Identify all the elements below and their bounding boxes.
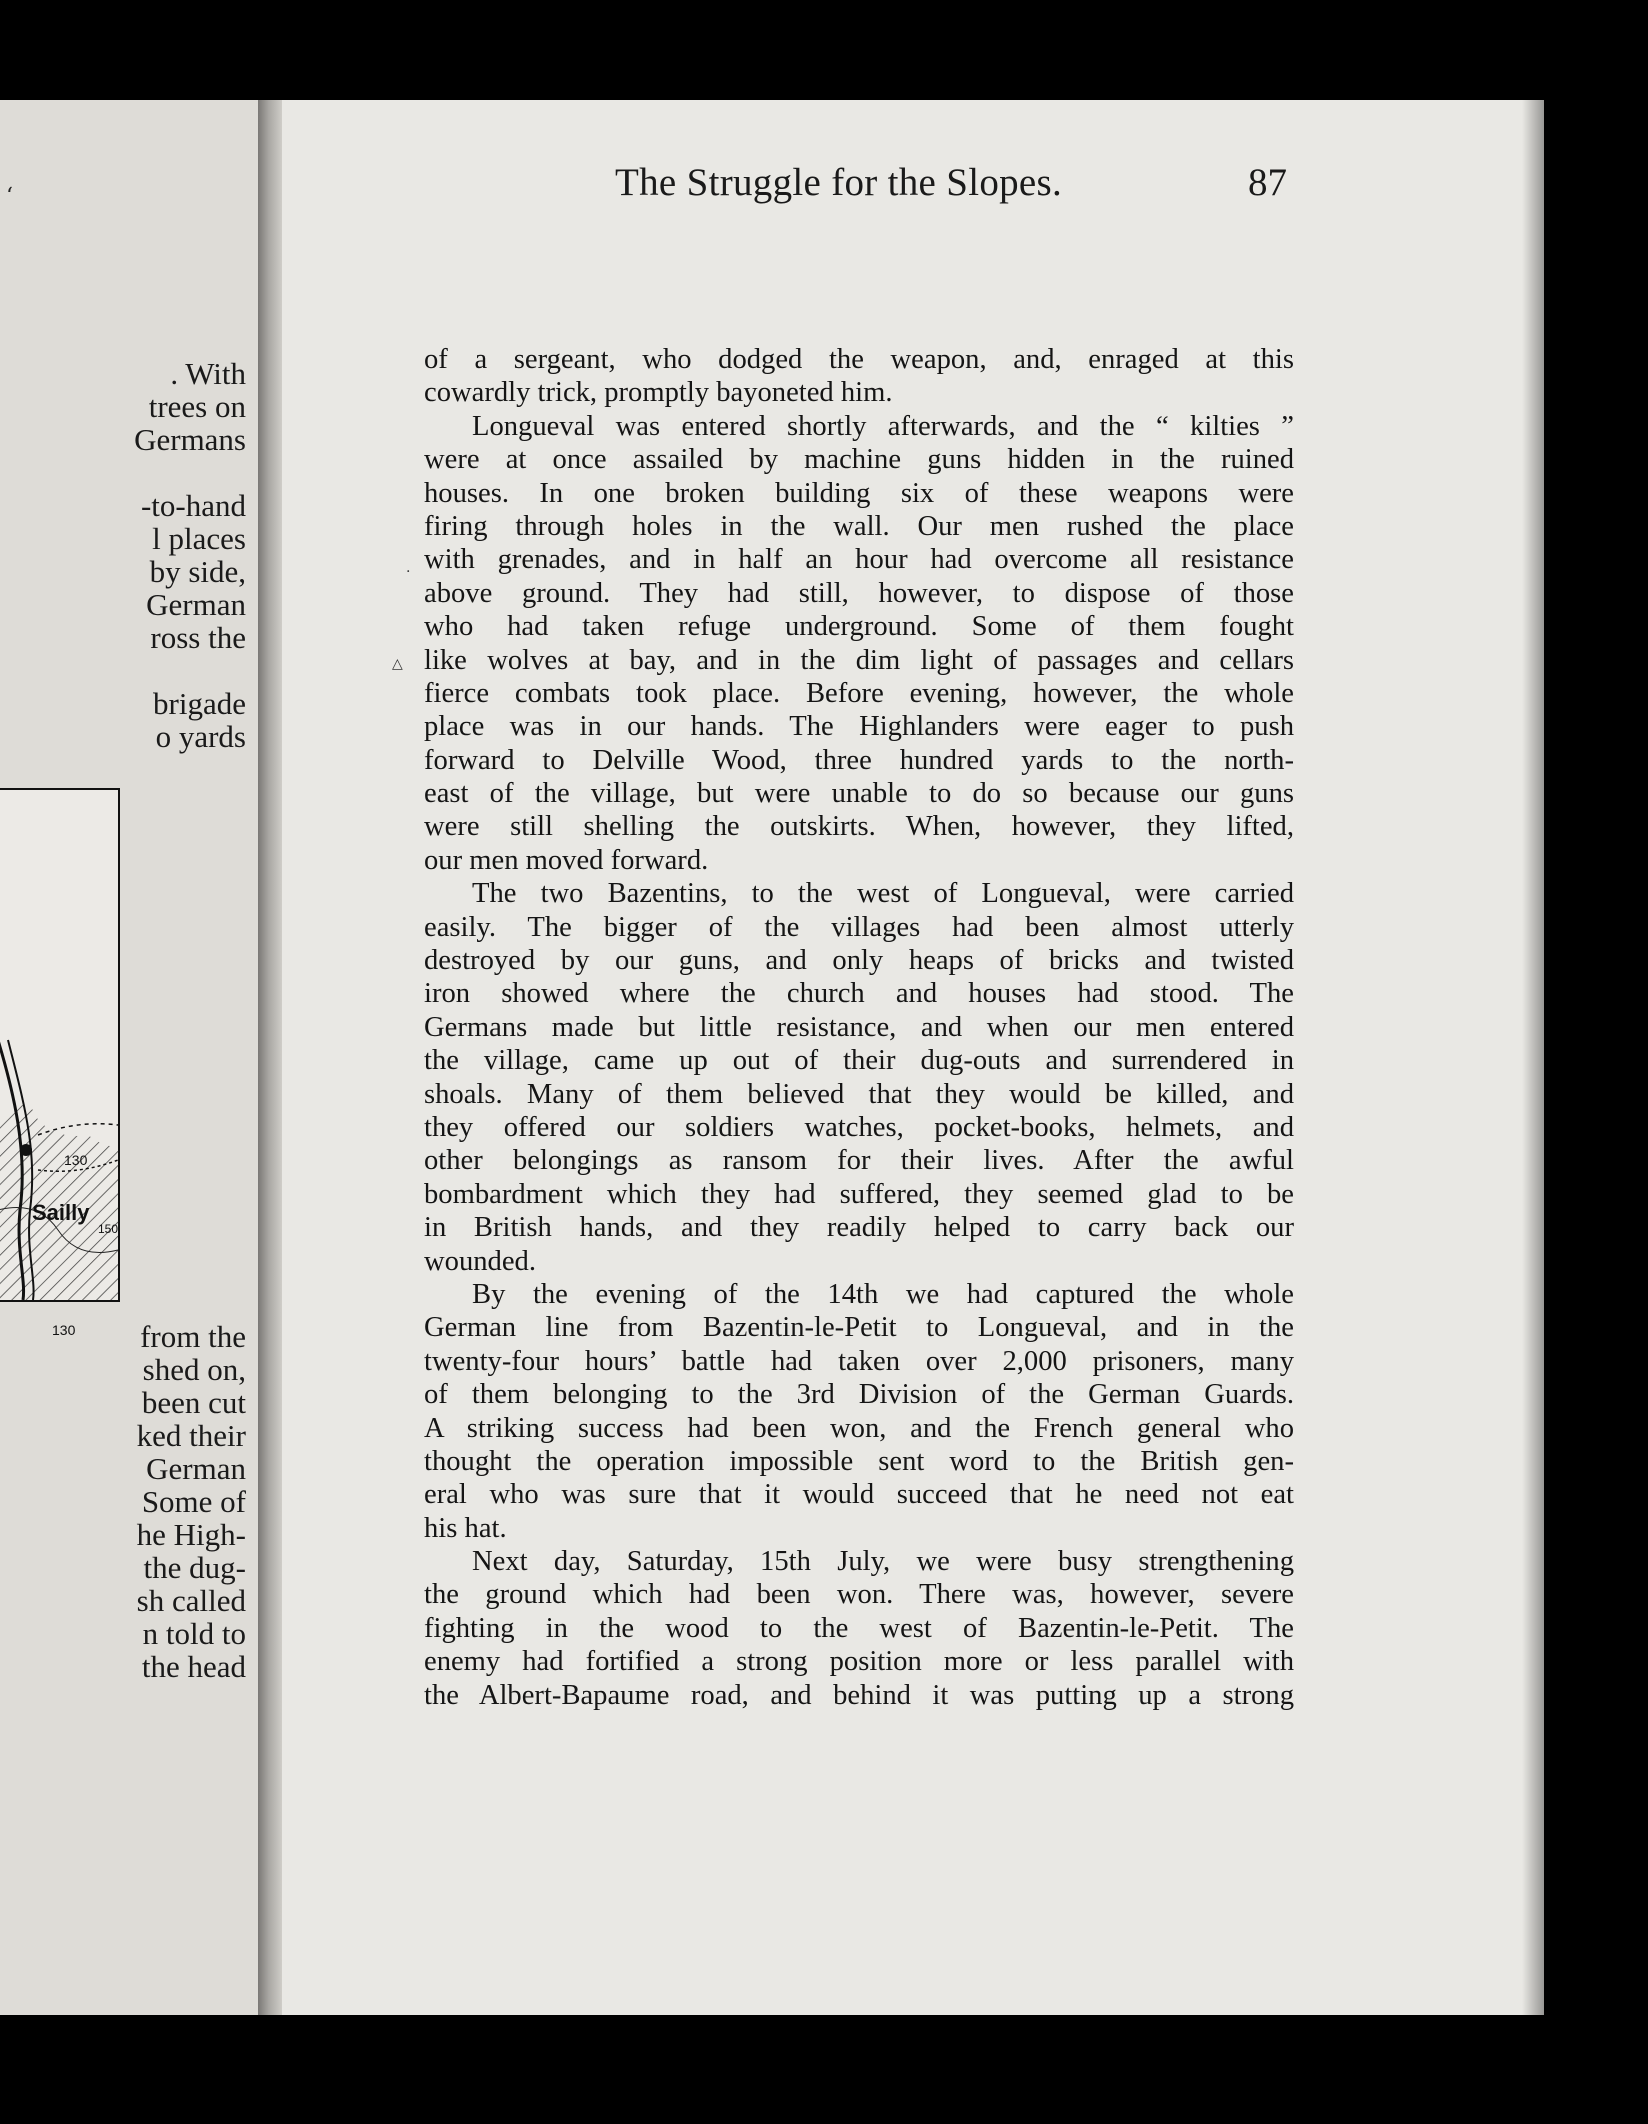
map-place-label: Sailly <box>32 1200 90 1225</box>
text-line: east of the village, but were unable to do so because our guns <box>424 778 1294 810</box>
text-line: the village, came up out of their dug-outs and surrendered in <box>424 1045 1294 1077</box>
left-page-line: from the <box>140 1319 246 1354</box>
map-contour-label: 150 <box>98 1222 119 1236</box>
running-head: The Struggle for the Slopes. <box>615 161 1063 204</box>
text-line: The two Bazentins, to the west of Longueval, were carried <box>472 878 1294 910</box>
body-text <box>424 343 1294 1712</box>
left-page-line: ked their <box>136 1418 246 1453</box>
book-gutter <box>258 100 282 2015</box>
text-line: were still shelling the outskirts. When, however, they lifted, <box>424 811 1294 843</box>
text-line: fierce combats took place. Before evening, however, the whole <box>424 677 1294 709</box>
margin-mark: . <box>406 560 411 576</box>
text-line: fighting in the wood to the west of Bazentin-le-Petit. The <box>424 1612 1294 1644</box>
left-page-line: ross the <box>150 620 246 655</box>
margin-mark: △ <box>392 656 403 672</box>
left-page-line: . With <box>170 356 246 391</box>
map-contour-label: 130 <box>64 1152 88 1168</box>
left-page-text-bottom <box>46 1320 246 1683</box>
left-page-text-top <box>46 357 246 753</box>
text-line: wounded. <box>424 1245 536 1277</box>
text-line: enemy had fortified a strong position more or less parallel with <box>424 1646 1294 1678</box>
left-page-line: Germans <box>134 422 246 457</box>
text-line: cowardly trick, promptly bayoneted him. <box>424 377 893 409</box>
left-page-line: Some of <box>141 1484 246 1519</box>
text-line: iron showed where the church and houses had stood. The <box>424 978 1294 1010</box>
text-line: A striking success had been won, and the French general who <box>424 1412 1294 1444</box>
text-line: his hat. <box>424 1512 507 1544</box>
left-page-line: German <box>146 1451 246 1486</box>
left-page <box>0 100 258 2015</box>
left-page-line: been cut <box>141 1385 246 1420</box>
left-page-line: German <box>146 587 246 622</box>
text-line: destroyed by our guns, and only heaps of bricks and twisted <box>424 945 1294 977</box>
left-page-line <box>46 654 246 687</box>
text-line: firing through holes in the wall. Our men rushed the place <box>424 510 1294 542</box>
page-edge-shadow <box>1522 100 1544 2015</box>
text-line: with grenades, and in half an hour had overcome all resistance <box>424 544 1294 576</box>
text-line: German line from Bazentin-le-Petit to Longueval, and in the <box>424 1312 1294 1344</box>
left-page-line: l places <box>152 521 246 556</box>
left-page-line: n told to <box>142 1616 246 1651</box>
text-line: bombardment which they had suffered, they seemed glad to be <box>424 1178 1294 1210</box>
text-line: were at once assailed by machine guns hidden in the ruined <box>424 444 1294 476</box>
text-line: like wolves at bay, and in the dim light of passages and cellars <box>424 644 1294 676</box>
left-page-line: the head <box>141 1649 246 1684</box>
map-contour-label: 130 <box>52 1322 76 1338</box>
text-line: in British hands, and they readily helped to carry back our <box>424 1212 1294 1244</box>
text-line: By the evening of the 14th we had captured the whole <box>472 1278 1294 1310</box>
text-line: the ground which had been won. There was, however, severe <box>424 1579 1294 1611</box>
left-page-line: -to-hand <box>140 488 246 523</box>
text-line: of them belonging to the 3rd Division of the German Guards. <box>424 1379 1294 1411</box>
left-page-line: he High- <box>136 1517 246 1552</box>
text-line: our men moved forward. <box>424 844 709 876</box>
text-line: they offered our soldiers watches, pocket-books, helmets, and <box>424 1111 1294 1143</box>
text-line: who had taken refuge underground. Some of them fought <box>424 611 1294 643</box>
text-line: Next day, Saturday, 15th July, we were busy strengthening <box>472 1546 1294 1578</box>
left-page-line <box>46 456 246 489</box>
left-page-line: sh called <box>136 1583 246 1618</box>
text-line: easily. The bigger of the villages had been almost utterly <box>424 911 1294 943</box>
left-page-line: shed on, <box>142 1352 246 1387</box>
text-line: above ground. They had still, however, to dispose of those <box>424 577 1294 609</box>
text-line: of a sergeant, who dodged the weapon, and, enraged at this <box>424 344 1294 375</box>
text-line: twenty-four hours’ battle had taken over 2,000 prisoners, many <box>424 1345 1294 1377</box>
page-header <box>330 160 1290 220</box>
left-page-line: the dug- <box>143 1550 246 1585</box>
text-line: other belongings as ransom for their lives. After the awful <box>424 1145 1294 1177</box>
text-line: houses. In one broken building six of these weapons were <box>424 477 1294 509</box>
text-line: shoals. Many of them believed that they would be killed, and <box>424 1078 1294 1110</box>
left-page-line: o yards <box>155 719 246 754</box>
text-line: Longueval was entered shortly afterwards, and the “ kilties ” <box>472 410 1294 442</box>
text-line: forward to Delville Wood, three hundred yards to the north- <box>424 744 1294 776</box>
text-line: place was in our hands. The Highlanders were eager to push <box>424 711 1294 743</box>
left-page-line: trees on <box>148 389 246 424</box>
map-fragment <box>0 788 120 1338</box>
text-line: Germans made but little resistance, and when our men entered <box>424 1011 1294 1043</box>
page-number: 87 <box>1248 161 1287 204</box>
text-line: the Albert-Bapaume road, and behind it was putting up a strong <box>424 1679 1294 1711</box>
left-page-line: brigade <box>153 686 246 721</box>
text-line: thought the operation impossible sent word to the British gen- <box>424 1445 1294 1477</box>
left-page-mark: ‘ <box>6 184 13 209</box>
left-page-line: by side, <box>149 554 246 589</box>
text-line: eral who was sure that it would succeed that he need not eat <box>424 1479 1294 1511</box>
